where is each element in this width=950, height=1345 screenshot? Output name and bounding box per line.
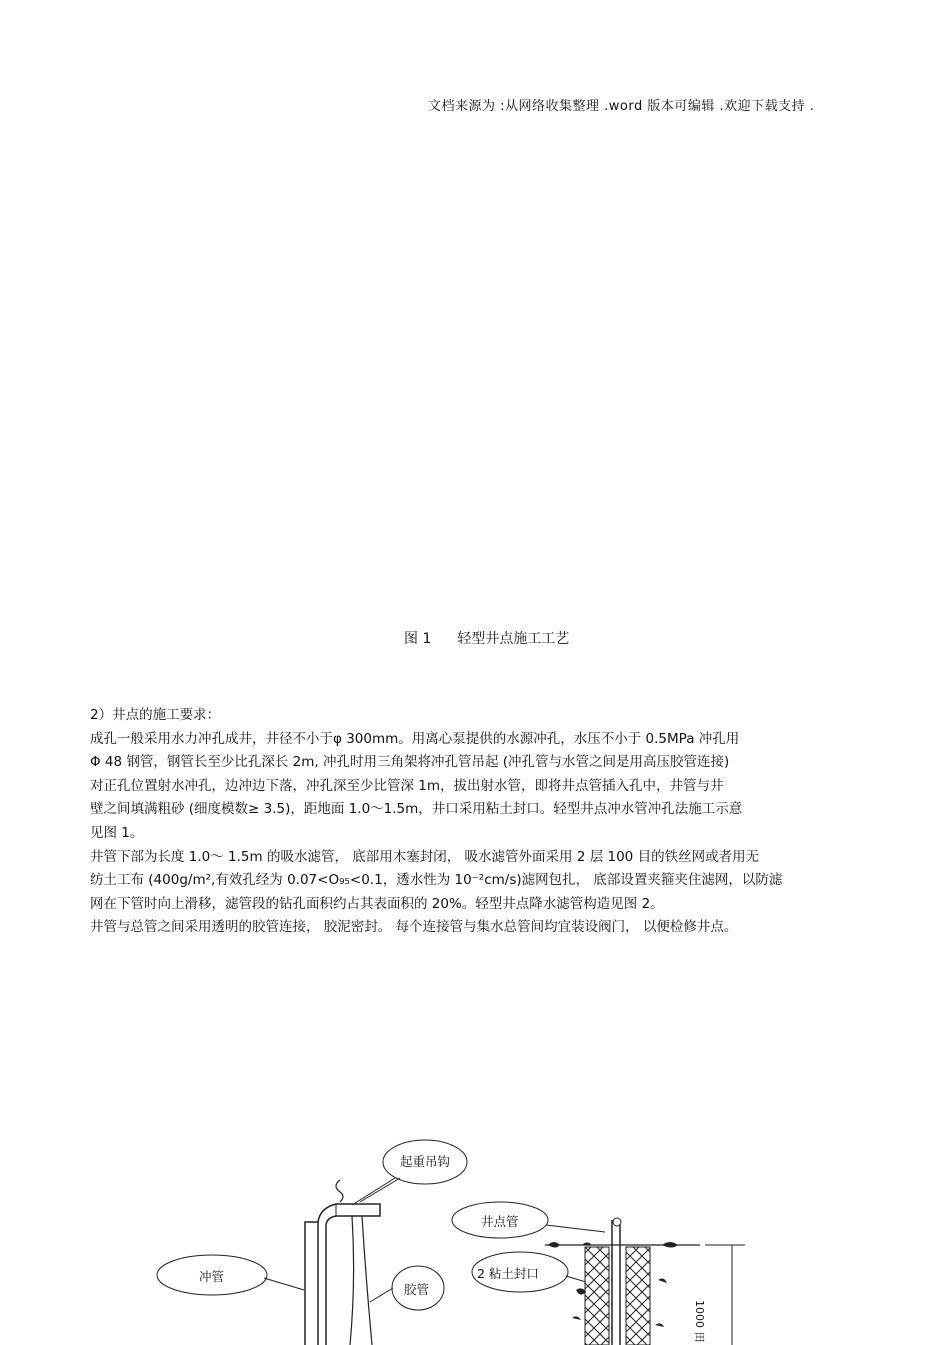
rubber-hose-line bbox=[350, 1216, 354, 1345]
hook-icon bbox=[336, 1180, 343, 1202]
section-heading: 2）井点的施工要求： bbox=[90, 707, 221, 723]
well-point-pipe-label: 井点管 bbox=[481, 1214, 519, 1229]
dimension-label: 1000 田 bbox=[693, 1300, 706, 1343]
sand-fill-left bbox=[585, 1247, 609, 1345]
construction-requirements-section bbox=[90, 704, 880, 940]
paragraph-line: 网在下管时向上滑移，滤管段的钻孔面积约占其表面积的 20%。轻型井点降水滤管构造见图 2。 bbox=[90, 895, 664, 912]
sand-fill-right bbox=[626, 1247, 650, 1345]
figure-number: 图 1 bbox=[404, 631, 432, 647]
flush-pipe-frame bbox=[305, 1222, 318, 1345]
paragraph-line: 井管下部为长度 1.0～ 1.5m 的吸水滤管， 底部用木塞封闭， 吸水滤管外面采用 2 层 100 目的铁丝网或者用无 bbox=[90, 848, 760, 865]
paragraph-line: Φ 48 钢管，钢管长至少比孔深长 2m, 冲孔时用三角架将冲孔管吊起 (冲孔管与水管之间是用高压胶管连接) bbox=[90, 754, 730, 771]
crane-hook-label: 起重吊钩 bbox=[400, 1154, 451, 1169]
paragraph-line: 对正孔位置射水冲孔，边冲边下落，冲孔深至少比管深 1m，拔出射水管，即将井点管插入孔中，井管与井 bbox=[90, 777, 724, 794]
paragraph-line: 见图 1。 bbox=[90, 824, 144, 841]
figure-caption bbox=[404, 628, 569, 648]
dimension-line bbox=[705, 1245, 745, 1345]
clay-seal-label: 2 粘土封口 bbox=[477, 1266, 539, 1281]
rubber-hose-label: 胶管 bbox=[404, 1282, 430, 1297]
document-source-note: 文档来源为 :从网络收集整理 .word 版本可编辑 .欢迎下载支持 . bbox=[428, 99, 815, 114]
flush-pipe-label: 冲管 bbox=[199, 1269, 225, 1284]
paragraph-line: 成孔一般采用水力冲孔成井，井径不小于φ 300mm。用离心泵提供的水源冲孔，水压不小于 0.5MPa 冲孔用 bbox=[90, 730, 740, 747]
paragraph-line: 井管与总管之间采用透明的胶管连接， 胶泥密封。 每个连接管与集水总管间均宜装设阀门， 以便检修井点。 bbox=[90, 919, 738, 936]
diagram-drawing bbox=[0, 1130, 950, 1345]
paragraph-line: 壁之间填满粗砂 (细度模数≥ 3.5)，距地面 1.0～1.5m，井口采用粘土封口。轻型井点冲水管冲孔法施工示意 bbox=[90, 801, 743, 818]
well-point-flushing-diagram bbox=[0, 1130, 950, 1345]
figure-title: 轻型井点施工工艺 bbox=[457, 631, 570, 647]
paragraph-line: 纺土工布 (400g/m²,有效孔经为 0.07<O₉₅<0.1，透水性为 10⁻²cm/s)滤网包扎， 底部设置夹箍夹住滤网，以防滤 bbox=[90, 872, 783, 889]
